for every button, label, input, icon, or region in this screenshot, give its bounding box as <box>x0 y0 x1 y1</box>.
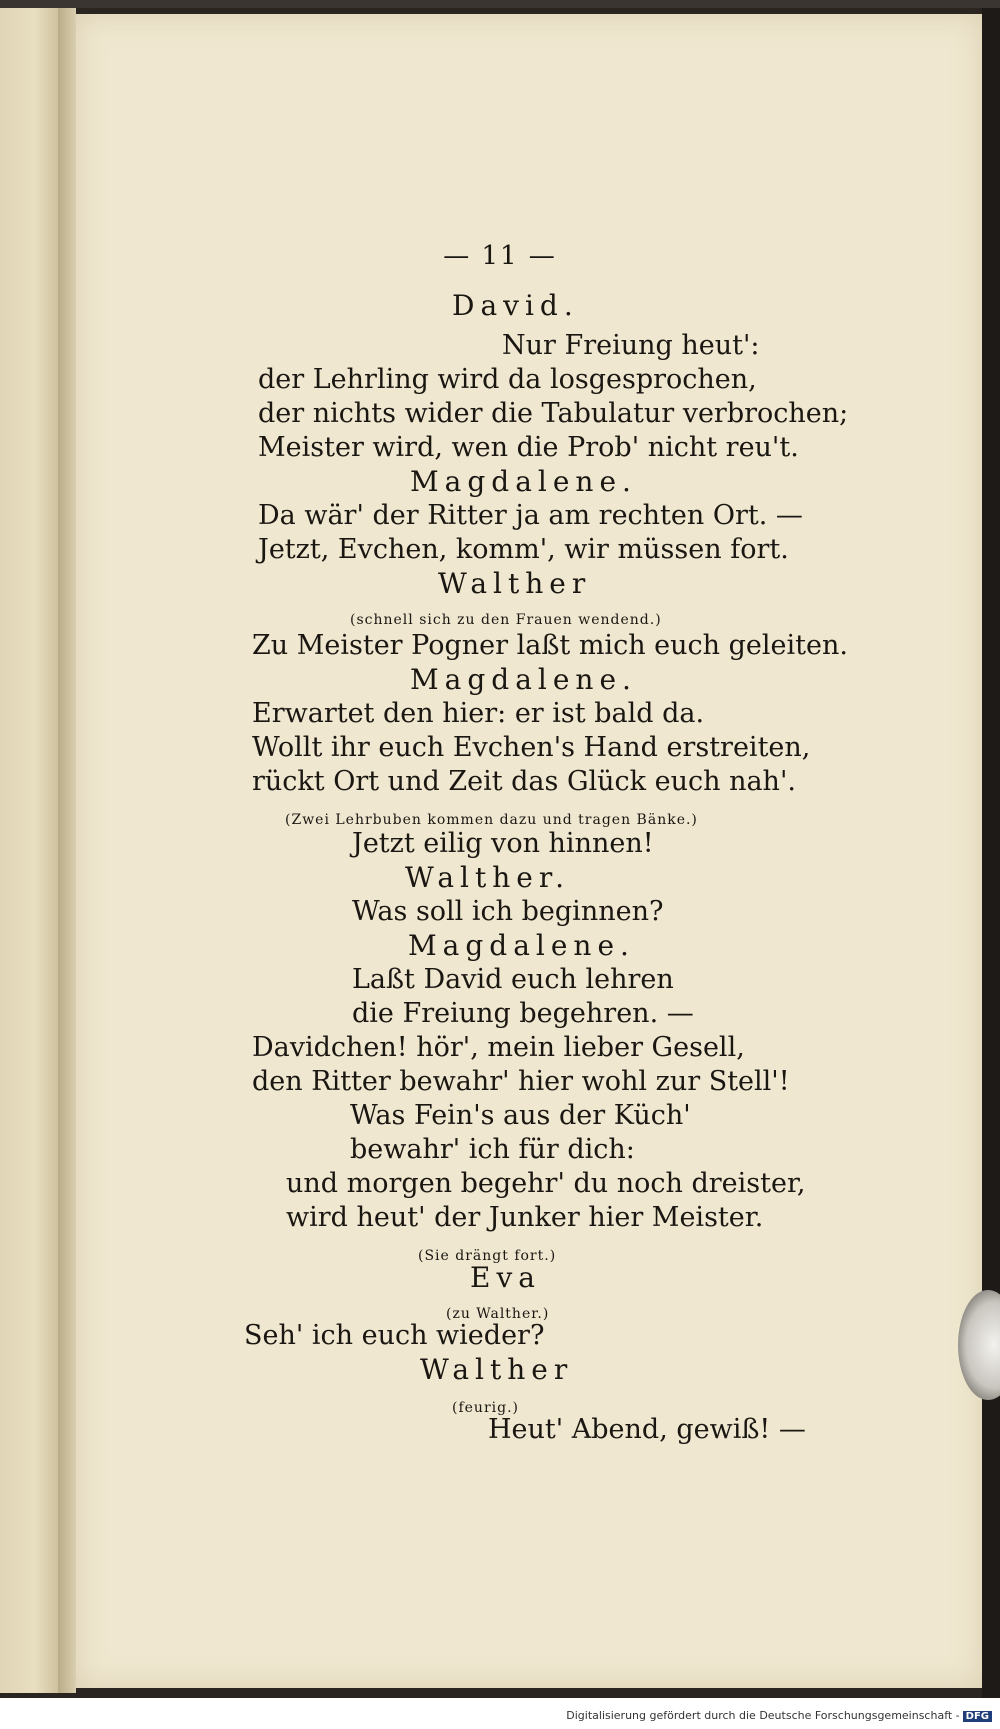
verse-line: Heut' Abend, gewiß! — <box>488 1414 806 1445</box>
verse-line: Nur Freiung heut': <box>502 330 760 361</box>
dfg-logo: DFG <box>963 1711 992 1722</box>
speaker-name: Walther. <box>405 861 571 894</box>
verse-line: Was soll ich beginnen? <box>352 896 664 927</box>
verse-line: Jetzt eilig von hinnen! <box>352 828 654 859</box>
digitization-footer <box>0 1698 1000 1729</box>
footer-credit <box>566 1709 992 1722</box>
verse-line: der Lehrling wird da losgesprochen, <box>258 364 757 395</box>
stage-direction: (zu Walther.) <box>446 1306 550 1322</box>
verse-line: wird heut' der Junker hier Meister. <box>286 1202 764 1233</box>
speaker-name: Walther <box>420 1353 574 1386</box>
speaker-name: Magdalene. <box>410 663 637 696</box>
speaker-name: Magdalene. <box>408 929 635 962</box>
verse-line: Da wär' der Ritter ja am rechten Ort. — <box>258 500 803 531</box>
stage-direction: (Zwei Lehrbuben kommen dazu und tragen Bänke.) <box>285 812 698 828</box>
verse-line: der nichts wider die Tabulatur verbrochen; <box>258 398 849 429</box>
page-number: — 11 — <box>443 241 557 271</box>
verse-line: und morgen begehr' du noch dreister, <box>286 1168 806 1199</box>
verse-line: Was Fein's aus der Küch' <box>350 1100 691 1131</box>
verse-line: Zu Meister Pogner laßt mich euch geleiten. <box>252 630 848 661</box>
verse-line: bewahr' ich für dich: <box>350 1134 635 1165</box>
verse-line: rückt Ort und Zeit das Glück euch nah'. <box>252 766 796 797</box>
verse-line: Davidchen! hör', mein lieber Gesell, <box>252 1032 745 1063</box>
speaker-name: Magdalene. <box>410 465 637 498</box>
verse-line: Erwartet den hier: er ist bald da. <box>252 698 705 729</box>
verse-line: Jetzt, Evchen, komm', wir müssen fort. <box>258 534 789 565</box>
verse-line: den Ritter bewahr' hier wohl zur Stell'! <box>252 1066 790 1097</box>
verse-line: Seh' ich euch wieder? <box>244 1320 545 1351</box>
scan-top-border <box>0 0 1000 8</box>
verse-line: Meister wird, wen die Prob' nicht reu't. <box>258 432 799 463</box>
speaker-name: Walther <box>438 567 592 600</box>
speaker-name: Eva <box>470 1261 541 1294</box>
verse-line: die Freiung begehren. — <box>352 998 694 1029</box>
footer-credit-text: Digitalisierung gefördert durch die Deutsche Forschungsgemeinschaft - <box>566 1709 960 1722</box>
speaker-name: David. <box>452 289 579 322</box>
stage-direction: (feurig.) <box>452 1400 519 1416</box>
stage-direction: (schnell sich zu den Frauen wendend.) <box>350 612 662 628</box>
verse-line: Wollt ihr euch Evchen's Hand erstreiten, <box>252 732 811 763</box>
stage-direction: (Sie drängt fort.) <box>418 1248 557 1264</box>
verse-line: Laßt David euch lehren <box>352 964 674 995</box>
